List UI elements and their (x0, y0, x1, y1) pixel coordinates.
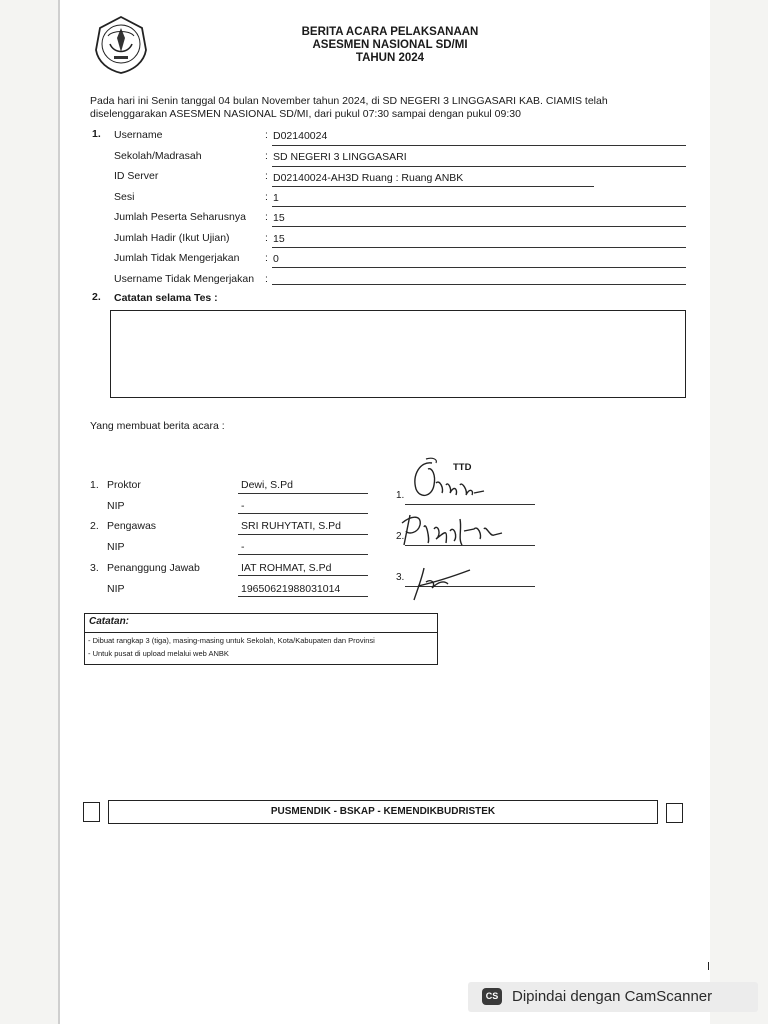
field-value-username: D02140024 (273, 130, 328, 142)
field-line (272, 226, 686, 227)
field-label-sesi: Sesi (114, 191, 135, 203)
intro-paragraph (90, 95, 690, 121)
name-line (238, 534, 368, 535)
person-3-role: Penanggung Jawab (107, 562, 200, 574)
field-colon: : (265, 170, 268, 182)
person-2-nip: - (241, 541, 245, 553)
field-line (272, 267, 686, 268)
intro-line-2: diselenggarakan ASESMEN NASIONAL SD/MI, dari pukul 07:30 sampai dengan pukul 09:30 (90, 108, 521, 120)
field-value-peserta: 15 (273, 212, 285, 224)
footer-banner (108, 800, 658, 824)
field-value-hadir: 15 (273, 233, 285, 245)
field-colon: : (265, 150, 268, 162)
ttd-label: TTD (453, 462, 472, 473)
title-line-3: TAHUN 2024 (355, 52, 425, 64)
field-label-id-server: ID Server (114, 170, 159, 182)
field-value-id-server: D02140024-AH3D Ruang : Ruang ANBK (273, 172, 464, 184)
document-title (240, 26, 540, 65)
signature-1-handwritten (402, 455, 492, 510)
signature-1-num: 1. (396, 490, 405, 501)
field-label-school: Sekolah/Madrasah (114, 150, 202, 162)
nip-line (238, 554, 368, 555)
field-line (272, 186, 594, 187)
signature-2-handwritten (398, 505, 508, 555)
intro-line-1: Pada hari ini Senin tanggal 04 bulan November tahun 2024, di SD NEGERI 3 LINGGASARI KAB. CIAMIS telah (90, 95, 608, 107)
field-label-username: Username (114, 129, 163, 141)
scan-edge (58, 0, 60, 1024)
person-2-num: 2. (90, 520, 99, 532)
camscanner-text: Dipindai dengan CamScanner (512, 988, 713, 1005)
person-2-nip-label: NIP (107, 541, 125, 553)
maker-label: Yang membuat berita acara : (90, 420, 225, 432)
notes-label: Catatan selama Tes : (114, 292, 218, 304)
name-line (238, 493, 368, 494)
field-colon: : (265, 252, 268, 264)
name-line (238, 575, 368, 576)
field-line (272, 247, 686, 248)
field-label-username-tidak: Username Tidak Mengerjakan (114, 273, 255, 285)
title-line-2: ASESMEN NASIONAL SD/MI (312, 39, 468, 51)
catatan-item-2: - Untuk pusat di upload melalui web ANBK (88, 649, 229, 658)
catatan-box (84, 613, 438, 665)
field-colon: : (265, 191, 268, 203)
field-line (272, 166, 686, 167)
tut-wuri-handayani-logo-icon (90, 14, 152, 76)
footer-left-square (83, 802, 100, 822)
field-label-hadir: Jumlah Hadir (Ikut Ujian) (114, 232, 230, 244)
title-line-1: BERITA ACARA PELAKSANAAN (301, 26, 479, 38)
field-line (272, 206, 686, 207)
catatan-item-1: - Dibuat rangkap 3 (tiga), masing-masing untuk Sekolah, Kota/Kabupaten dan Provinsi (88, 636, 375, 645)
person-2-name: SRI RUHYTATI, S.Pd (241, 520, 341, 532)
field-label-tidak-mengerjakan: Jumlah Tidak Mengerjakan (114, 252, 240, 264)
section-1-number: 1. (92, 128, 101, 140)
person-2-role: Pengawas (107, 520, 157, 532)
person-1-num: 1. (90, 479, 99, 491)
page-edge-mark (708, 962, 709, 970)
field-value-tidak-mengerjakan: 0 (273, 253, 279, 265)
field-colon: : (265, 211, 268, 223)
nip-line (238, 513, 368, 514)
field-label-peserta: Jumlah Peserta Seharusnya (114, 211, 246, 223)
camscanner-icon: CS (482, 988, 502, 1005)
signature-2-num: 2. (396, 531, 405, 542)
signature-3-num: 3. (396, 572, 405, 583)
person-1-role: Proktor (107, 479, 141, 491)
person-1-name: Dewi, S.Pd (241, 479, 293, 491)
person-3-num: 3. (90, 562, 99, 574)
field-colon: : (265, 273, 268, 285)
field-value-sesi: 1 (273, 192, 279, 204)
person-3-nip: 19650621988031014 (241, 583, 341, 595)
catatan-divider (85, 632, 437, 633)
field-value-school: SD NEGERI 3 LINGGASARI (273, 151, 407, 163)
field-line (272, 145, 686, 146)
person-1-nip: - (241, 500, 245, 512)
notes-box (110, 310, 686, 398)
person-3-name: IAT ROHMAT, S.Pd (241, 562, 332, 574)
field-line (272, 284, 686, 285)
footer-text: PUSMENDIK - BSKAP - KEMENDIKBUDRISTEK (270, 806, 496, 817)
camscanner-watermark (468, 982, 758, 1012)
section-2-number: 2. (92, 291, 101, 303)
person-3-nip-label: NIP (107, 583, 125, 595)
signature-3-handwritten (408, 560, 478, 605)
person-1-nip-label: NIP (107, 500, 125, 512)
nip-line (238, 596, 368, 597)
catatan-title: Catatan: (89, 616, 130, 627)
footer-right-square (666, 803, 683, 823)
field-colon: : (265, 129, 268, 141)
field-colon: : (265, 232, 268, 244)
